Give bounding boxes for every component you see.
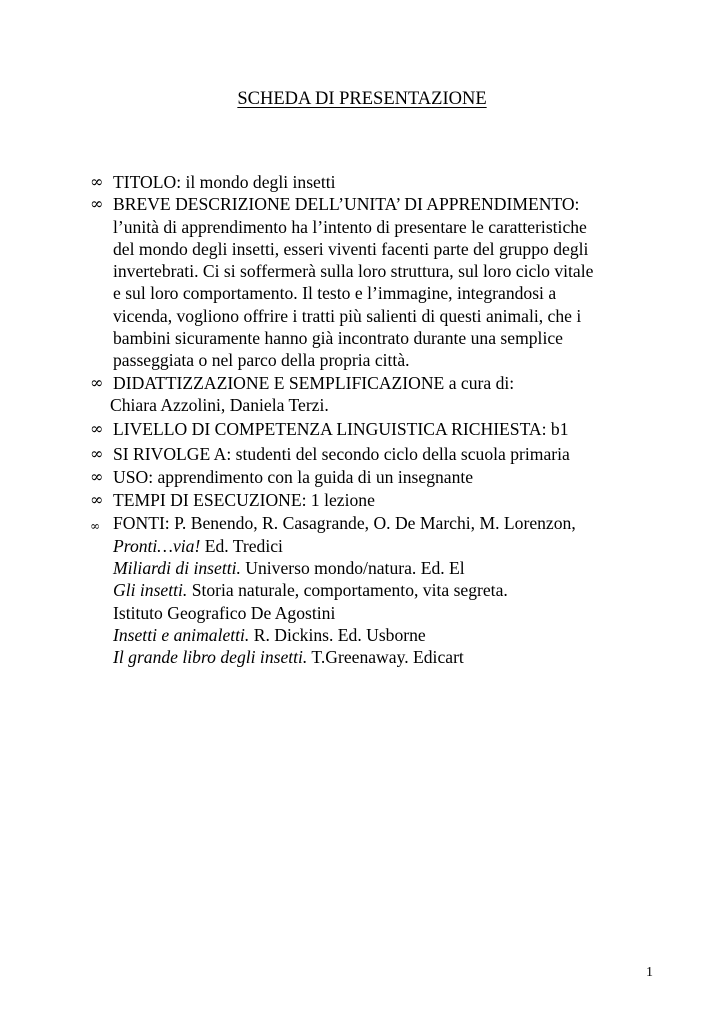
infinity-bullet-icon: ∞	[90, 194, 104, 214]
source-details: T.Greenaway. Edicart	[307, 647, 464, 668]
list-item-livello	[0, 418, 724, 440]
list-item-rivolge	[0, 443, 724, 465]
infinity-bullet-icon: ∞	[90, 466, 104, 486]
livello-text: LIVELLO DI COMPETENZA LINGUISTICA RICHIESTA: b1	[113, 419, 569, 440]
fonti-source	[113, 557, 724, 579]
fonti-source	[113, 602, 724, 624]
breve-heading: BREVE DESCRIZIONE DELL’UNITA’ DI APPRENDIMENTO:	[113, 194, 580, 215]
source-details: R. Dickins. Ed. Usborne	[249, 624, 426, 645]
source-title: Insetti e animaletti.	[113, 624, 250, 645]
breve-line: e sul loro comportamento. Il testo e l’immagine, integrandosi a	[113, 283, 557, 304]
infinity-bullet-icon: ∞	[90, 372, 104, 392]
uso-text: USO: apprendimento con la guida di un insegnante	[113, 466, 474, 487]
list-item-tempi	[0, 489, 724, 511]
page-number: 1	[646, 965, 653, 980]
breve-line: l’unità di apprendimento ha l’intento di presentare le caratteristiche	[113, 216, 587, 237]
infinity-bullet-icon: ∞	[90, 443, 104, 463]
breve-line: bambini sicuramente hanno già incontrato durante una semplice	[113, 328, 563, 349]
source-details: Istituto Geografico De Agostini	[113, 602, 336, 623]
list-item-didattizzazione	[0, 372, 724, 394]
didattizzazione-heading: DIDATTIZZAZIONE E SEMPLIFICAZIONE a cura di:	[113, 372, 515, 393]
fonti-source	[113, 646, 724, 668]
source-title: Gli insetti.	[113, 580, 188, 601]
list-item-fonti	[0, 512, 724, 668]
list-item-titolo	[0, 171, 724, 193]
source-title: Il grande libro degli insetti.	[113, 647, 308, 668]
source-details: Universo mondo/natura. Ed. El	[240, 558, 465, 579]
source-details: Ed. Tredici	[200, 535, 283, 556]
titolo-text: TITOLO: il mondo degli insetti	[113, 172, 336, 192]
list-item-breve-descrizione	[0, 193, 724, 371]
tempi-text: TEMPI DI ESECUZIONE: 1 lezione	[113, 490, 375, 511]
source-details: Storia naturale, comportamento, vita segreta.	[187, 580, 508, 601]
infinity-bullet-icon: ∞	[90, 490, 104, 510]
didattizzazione-authors: Chiara Azzolini, Daniela Terzi.	[110, 394, 329, 415]
breve-line: del mondo degli insetti, esseri viventi facenti parte del gruppo degli	[113, 238, 589, 259]
breve-line: invertebrati. Ci si soffermerà sulla loro struttura, sul loro ciclo vitale	[113, 261, 594, 282]
fonti-heading: FONTI: P. Benendo, R. Casagrande, O. De Marchi, M. Lorenzon,	[113, 513, 576, 534]
source-title: Miliardi di insetti.	[113, 558, 241, 579]
rivolge-text: SI RIVOLGE A: studenti del secondo ciclo della scuola primaria	[113, 443, 570, 464]
breve-line: vicenda, vogliono offrire i tratti più salienti di questi animali, che i	[113, 305, 582, 326]
fonti-source	[113, 579, 724, 601]
infinity-bullet-icon: ∞	[90, 519, 100, 534]
fonti-source	[113, 624, 724, 646]
infinity-bullet-icon: ∞	[90, 419, 104, 439]
presentation-list	[0, 171, 724, 669]
breve-line: passeggiata o nel parco della propria città.	[113, 350, 410, 371]
infinity-bullet-icon: ∞	[90, 172, 104, 191]
list-item-uso	[0, 466, 724, 488]
source-title: Pronti…via!	[113, 535, 201, 556]
fonti-source	[113, 535, 724, 557]
document-title: SCHEDA DI PRESENTAZIONE	[237, 89, 487, 109]
